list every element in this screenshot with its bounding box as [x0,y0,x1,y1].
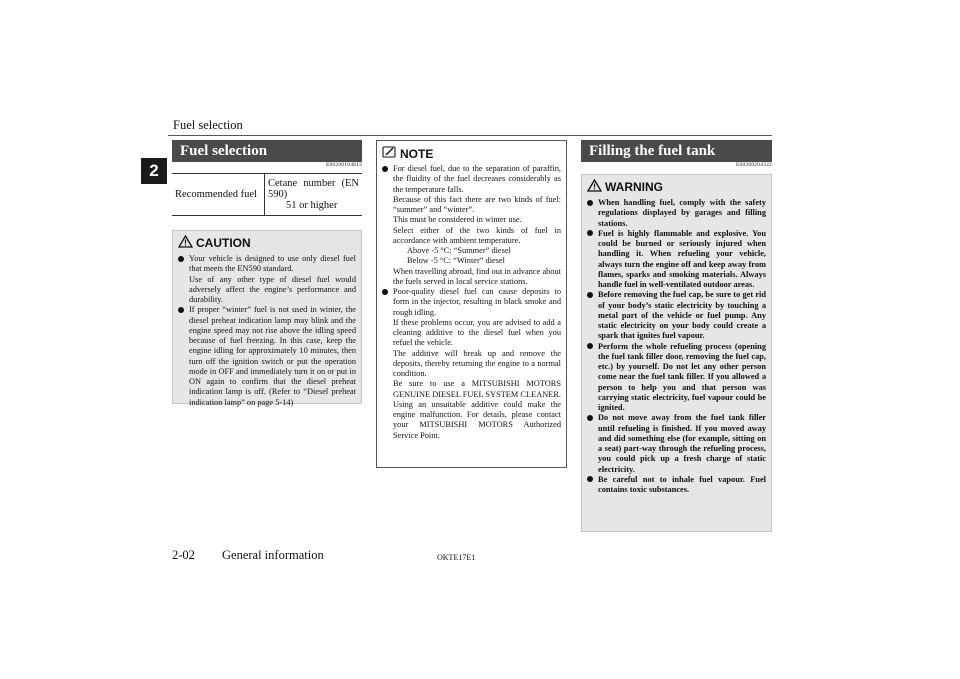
running-head: Fuel selection [173,118,243,132]
bullet-icon [587,476,593,482]
caution-list [178,254,356,408]
list-item-text: Use of any other type of diesel fuel would adversely affect the engine’s performance and durability. [189,274,356,304]
fuel-selection-column [172,140,362,407]
list-item-text: When handling fuel, comply with the safety regulations displayed by garages and filling stations. [598,198,766,228]
list-item [587,290,766,341]
bullet-icon [382,289,388,295]
list-item [587,475,766,496]
list-item [587,342,766,414]
filling-column [581,140,772,532]
note-temperature-above: Above -5 °C: “Summer” diesel [407,246,511,255]
spec-value [265,174,363,216]
document-code: OKTE17E1 [437,553,476,562]
page-number: 2-02 [172,548,195,562]
section-code: E00200204322 [735,162,772,168]
note-pencil-icon [382,146,397,161]
spec-value-line1: Cetane number (EN 590) [268,178,359,200]
spec-value-line2: 51 or higher [286,200,338,211]
note-paragraph: Because of this fact there are two kinds of fuel: “summer” and “winter”. [393,194,561,214]
section-name: General information [222,548,324,562]
caution-label: CAUTION [196,236,251,250]
list-item-text: Fuel is highly flammable and explosive. You could be burned or seriously injured when handling it. When refueling your vehicle, always turn the engine off and keep away from flames, sparks and smoking materials. Always handle fuel in well-ventilated outdoor areas. [598,228,766,289]
list-item [382,164,561,287]
warning-header [587,179,766,195]
note-list [382,164,561,441]
fuel-spec-table [172,173,362,216]
section-code: E00200104813 [325,162,362,168]
note-paragraph: Select either of the two kinds of fuel in accordance with ambient temperature. [393,225,561,245]
list-item-text: Do not move away from the fuel tank filler until refueling is finished. If you moved away and did something else (for example, sitting on a seat) part-way through the refueling process, you could pick up a fresh charge of static electricity. [598,413,766,474]
note-paragraph: When travelling abroad, find out in advance about the fuels served in local service stations. [393,266,561,286]
bullet-icon [178,256,184,262]
spec-label: Recommended fuel [172,174,265,216]
list-item [587,229,766,291]
bullet-icon [587,200,593,206]
list-item [178,305,356,408]
list-item [587,413,766,475]
note-label: NOTE [400,146,434,161]
note-paragraph: Poor-quality diesel fuel can cause deposits to form in the injector, resulting in black smoke and rough idling. [393,287,561,317]
note-box [376,140,567,468]
list-item [178,254,356,305]
list-item-text: Before removing the fuel cap, be sure to get rid of your body’s static electricity by touching a metal part of the vehicle or fuel pump. Any static electricity on your body could create a spark that ignites fuel vapour. [598,290,766,341]
list-item-text: Perform the whole refueling process (opening the fuel tank filler door, removing the fuel cap, etc.) by yourself. Do not let any other person come near the fuel tank filler. If you allowed a person to help you and that person was carrying static electricity, fuel vapour could be ignited. [598,341,766,412]
warning-triangle-icon [178,235,193,251]
warning-triangle-icon [587,179,602,195]
note-paragraph: For diesel fuel, due to the separation of paraffin, the fluidity of the fuel decreases considerably as the temperature falls. [393,164,561,194]
note-paragraph: Be sure to use a MITSUBISHI MOTORS GENUINE DIESEL FUEL SYSTEM CLEANER. Using an unsuitable additive could make the engine malfunction. For details, please contact your MITSUBISHI MOTORS Authorized Service Point. [393,379,561,440]
bullet-icon [587,343,593,349]
list-item-text: If proper “winter” fuel is not used in winter, the diesel preheat indication lamp may blink and the engine speed may not rise above the idling speed because of fuel freezing. In this case, keep the engine idling for approximately 10 minutes, then turn off the ignition switch or put the operation mode in OFF and immediately turn it on or put in ON again to confirm that the diesel preheat indication lamp is off. (Refer to “Diesel preheat indication lamp” on page 5-14) [189,305,356,407]
warning-list [587,198,766,495]
warning-box [581,174,772,532]
chapter-tab: 2 [141,158,167,184]
bullet-icon [178,307,184,313]
table-row [172,174,362,216]
note-paragraph: If these problems occur, you are advised to add a cleaning additive to the diesel fuel when you refuel the vehicle. [393,317,561,348]
bullet-icon [382,166,388,172]
caution-header [178,235,356,251]
note-paragraph: This must be considered in winter use. [393,215,522,225]
header-rule [168,135,772,136]
caution-box [172,230,362,407]
bullet-icon [587,415,593,421]
list-item-text: Your vehicle is designed to use only diesel fuel that meets the EN590 standard. [189,254,356,274]
section-title-fuel-selection: Fuel selection [172,140,362,162]
bullet-icon [587,292,593,298]
section-title-filling: Filling the fuel tank [581,140,772,162]
list-item [587,198,766,229]
note-header [382,146,561,161]
note-temperature-below: Below -5 °C: “Winter” diesel [407,256,505,266]
warning-label: WARNING [605,180,663,194]
list-item [382,287,561,441]
bullet-icon [587,230,593,236]
list-item-text: Be careful not to inhale fuel vapour. Fuel contains toxic substances. [598,474,766,494]
note-paragraph: The additive will break up and remove the deposits, thereby returning the engine to a normal condition. [393,348,561,378]
